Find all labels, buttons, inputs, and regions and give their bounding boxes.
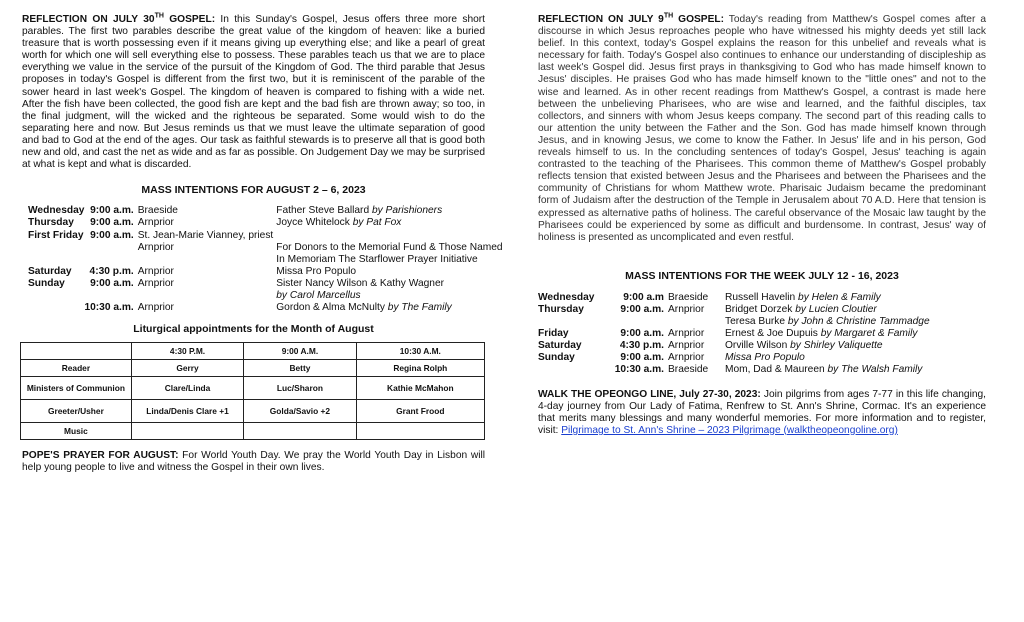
mass-day: Sunday [28, 277, 65, 289]
mass-time: 9:00 a.m [623, 291, 664, 303]
mass-row [28, 254, 503, 266]
mass-time: 4:30 p.m. [89, 265, 134, 277]
intention-by: by Carol Marcellus [276, 289, 361, 301]
mass-intention [722, 328, 930, 340]
mass-place: Arnprior [137, 241, 174, 253]
mass-intention [722, 304, 930, 316]
liturgical-role: Greeter/Usher [21, 400, 132, 423]
mass-day [538, 316, 606, 328]
mass-day: Wednesday [538, 291, 595, 303]
mass-row [538, 340, 930, 352]
mass-row [28, 302, 503, 314]
intention-name: Russell Havelin [725, 291, 799, 303]
mass-intention [722, 292, 930, 304]
intention-name: For Donors to the Memorial Fund & Those Named [276, 241, 503, 253]
mass-day: First Friday [28, 229, 84, 241]
mass-time [606, 316, 668, 328]
mass-intention [273, 302, 502, 314]
intention-by: Missa Pro Populo [725, 352, 805, 364]
liturgical-header-cell: 4:30 P.M. [131, 343, 243, 360]
intention-name: Ernest & Joe Dupuis [725, 328, 821, 340]
intention-by: by Shirley Valiquette [790, 340, 883, 352]
mass-row [28, 230, 503, 242]
mass-day: Wednesday [28, 205, 85, 217]
reflection-lead: REFLECTION ON JULY 30TH GOSPEL: [22, 12, 216, 25]
mass-day: Sunday [538, 352, 575, 364]
liturgical-cell: Regina Rolph [356, 360, 484, 377]
mass-day [28, 290, 84, 302]
pilgrimage-link[interactable]: Pilgrimage to St. Ann's Shrine – 2023 Pilgrimage (walktheopeongoline.org) [561, 424, 898, 436]
mass-intention [273, 254, 502, 266]
intention-name: Orville Wilson [725, 340, 791, 352]
liturgical-cell: Linda/Denis Clare +1 [131, 400, 243, 423]
mass-intention [722, 340, 930, 352]
intention-by: by Lucien Cloutier [795, 303, 877, 315]
liturgical-role: Reader [21, 360, 132, 377]
liturgical-cell: Golda/Savio +2 [244, 400, 356, 423]
liturgical-row [21, 400, 485, 423]
mass-place: Arnprior [668, 352, 705, 364]
mass-place: Arnprior [137, 265, 174, 277]
mass-intention [273, 278, 502, 290]
mass-time [84, 290, 137, 302]
mass-place: Arnprior [137, 217, 174, 229]
mass-time: 9:00 a.m. [90, 217, 134, 229]
liturgical-cell: Clare/Linda [131, 377, 243, 400]
left-column [22, 12, 503, 474]
intention-name: Father Steve Ballard [276, 205, 372, 217]
liturgical-cell [244, 423, 356, 440]
opeongo-notice [538, 389, 986, 437]
liturgical-cell: Luc/Sharon [244, 377, 356, 400]
liturgical-cell: Grant Frood [356, 400, 484, 423]
liturgical-header-cell [21, 343, 132, 360]
mass-row [28, 205, 503, 217]
mass-time: 9:00 a.m. [90, 277, 134, 289]
mass-row [538, 304, 930, 316]
mass-place: Braeside [668, 364, 709, 376]
mass-time: 9:00 a.m. [620, 328, 664, 340]
mass-place [138, 290, 274, 302]
mass-time [84, 254, 137, 266]
mass-intention [273, 290, 502, 302]
mass-place: Arnprior [137, 302, 174, 314]
mass-intentions-table [538, 292, 930, 377]
liturgical-cell: Gerry [131, 360, 243, 377]
mass-place: Braeside [668, 291, 709, 303]
popes-prayer-lead: POPE'S PRAYER FOR AUGUST: [22, 450, 179, 462]
intention-by: by Pat Fox [352, 217, 402, 229]
intention-by: by The Family [387, 302, 452, 314]
mass-day [538, 364, 606, 376]
intention-name: Bridget Dorzek [725, 303, 796, 315]
mass-intention [722, 364, 930, 376]
liturgical-role: Ministers of Communion [21, 377, 132, 400]
mass-intention [273, 230, 502, 242]
opeongo-body: Join pilgrims from ages 7-77 in this life changing, 4-day journey from Our Lady of Fatima, Renfrew to St. Ann's Shrine, Cormac. It's an experience that merits many blessings and many wonderful memories. For more information and to register, visit: [538, 388, 987, 436]
mass-row [538, 364, 930, 376]
mass-intention [273, 217, 502, 229]
reflection-july-9 [538, 14, 986, 244]
liturgical-row [21, 377, 485, 400]
mass-intentions-title: MASS INTENTIONS FOR AUGUST 2 – 6, 2023 [141, 184, 366, 197]
mass-place: Arnprior [668, 328, 705, 340]
reflection-july-30 [22, 14, 485, 171]
mass-day [28, 254, 84, 266]
mass-row [538, 328, 930, 340]
liturgical-cell: Betty [244, 360, 356, 377]
popes-prayer [22, 450, 485, 474]
mass-intention [722, 352, 930, 364]
mass-row [538, 316, 930, 328]
intention-name: Gordon & Alma McNulty [276, 302, 388, 314]
mass-day: Thursday [28, 217, 74, 229]
mass-row [28, 217, 503, 229]
mass-time: 9:00 a.m. [620, 352, 664, 364]
mass-row [538, 352, 930, 364]
mass-time: 9:00 a.m. [90, 205, 134, 217]
mass-intention [273, 205, 502, 217]
mass-day [28, 242, 84, 254]
mass-time: 4:30 p.m. [619, 340, 664, 352]
mass-row [538, 292, 930, 304]
liturgical-table [20, 342, 485, 440]
liturgical-row [21, 423, 485, 440]
mass-time: 9:00 a.m. [620, 303, 664, 315]
liturgical-role: Music [21, 423, 132, 440]
liturgical-title: Liturgical appointments for the Month of August [133, 323, 374, 336]
mass-day: Saturday [28, 265, 72, 277]
liturgical-row [21, 360, 485, 377]
mass-intention [722, 316, 930, 328]
mass-row [28, 278, 503, 290]
liturgical-header-cell: 9:00 A.M. [244, 343, 356, 360]
liturgical-header-row [21, 343, 485, 360]
mass-place: Arnprior [137, 277, 174, 289]
mass-place: Arnprior [668, 340, 705, 352]
liturgical-header-cell: 10:30 A.M. [356, 343, 484, 360]
intention-by: by The Walsh Family [827, 364, 923, 376]
mass-day: Saturday [538, 340, 582, 352]
liturgical-cell: Kathie McMahon [356, 377, 484, 400]
intention-name: Mom, Dad & Maureen [725, 364, 828, 376]
mass-day: Thursday [538, 303, 584, 315]
right-column [538, 14, 986, 437]
intention-by: by Margaret & Family [820, 328, 918, 340]
mass-place: Braeside [137, 205, 178, 217]
liturgical-cell [356, 423, 484, 440]
mass-intention [273, 242, 502, 254]
mass-row [28, 242, 503, 254]
intention-by: by Parishioners [371, 205, 443, 217]
reflection-lead: REFLECTION ON JULY 9TH GOSPEL: [538, 12, 724, 25]
mass-day [28, 302, 84, 314]
mass-row [28, 290, 503, 302]
intention-by: by John & Christine Tammadge [787, 316, 930, 328]
intention-by: by Helen & Family [798, 291, 881, 303]
mass-time: 10:30 a.m. [84, 302, 134, 314]
mass-place [668, 316, 722, 328]
mass-time: 9:00 a.m. [90, 229, 134, 241]
mass-place [138, 254, 274, 266]
reflection-body: Today's reading from Matthew's Gospel comes after a discourse in which Jesus reproaches people who have witnessed his mighty deeds yet still lack belief. In this context, today's Gospel explains the reason for this unbelief and reveals what is necessary for faith. Today's Gospel also continues to enhance our understanding of discipleship as last week's Gospel did. Jesus first prays in thanksgiving to God who has made himself known to Jesus' disciples. He praises God who has made himself known to the "little ones" and not to the wise and learned. As in other recent readings from Matthew's Gospel, a contrast is made here between the unbelieving Pharisees, who are wise and learned, and the faithful disciples, tax collectors, and sinners with whom Jesus keeps company. The second part of this reading calls to our attention the unity between the Father and the Son. God has made himself known through Jesus, and in knowing Jesus, we come to know the Father. In Jesus' life and in his person, God reveals himself to us. In the concluding sentences of today's Gospel, Jesus' teaching is again contrasted to the teaching of the Pharisees. This common theme of Matthew's Gospel probably reflects tension that existed between Jesus and the Pharisees and between the Pharisees and the community of Christians for whom Matthew wrote. Pharisaic Judaism became the predominant form of Judaism after the destruction of the Temple in Jerusalem about 70 A.D. Here that tension is expressed as alternative paths of holiness. The careful observance of the Mosaic law taught by the Pharisees could be experienced by some as difficult and burdensome. In contrast, Jesus' way of holiness is presented as uncomplicated and even restful. [538, 14, 986, 243]
mass-intentions-table [28, 205, 503, 314]
intention-name: Joyce Whitelock [276, 217, 353, 229]
mass-time [84, 242, 137, 254]
mass-intentions-title: MASS INTENTIONS FOR THE WEEK JULY 12 - 16, 2023 [625, 269, 899, 282]
reflection-body: In this Sunday's Gospel, Jesus offers three more short parables. The first two parables describe the great value of the kingdom of heaven: like a buried treasure that is worth possessing even if it means giving up everything else; and like a pearl of great worth for which one will sell everything else to possess. These parables teach us that we are to place everything we value in the service of the pursuit of the Kingdom of God. The third parable that Jesus proposes in today's Gospel is different from the first two, but it is reminiscent of the parable of the sower heard in last week's Gospel. The kingdom of heaven is compared to fishing with a wide net. After the fish have been collected, the good fish are kept and the bad fish are thrown away; so too, in the final judgment, will the wicked and the righteous be separated. Some would wish to do the separating here and now. But Jesus reminds us that we must leave the ultimate separation of good and bad to God at the end of the ages. Our task as faithful stewards is to preserve all that is good both new and old, and cast the net as wide and as far as possible. On Judgement Day we may be surprised at what is kept and what is discarded. [22, 14, 485, 171]
opeongo-lead: WALK THE OPEONGO LINE, July 27-30, 2023: [538, 388, 761, 400]
mass-day: Friday [538, 328, 569, 340]
mass-time: 10:30 a.m. [614, 364, 664, 376]
intention-name: Teresa Burke [725, 316, 788, 328]
intention-name: Sister Nancy Wilson & Kathy Wagner [276, 277, 445, 289]
mass-place: Arnprior [668, 303, 705, 315]
mass-place: St. Jean-Marie Vianney, priest [137, 229, 274, 241]
intention-name: Missa Pro Populo [276, 265, 357, 277]
liturgical-cell [131, 423, 243, 440]
mass-row [28, 266, 503, 278]
intention-name: In Memoriam The Starflower Prayer Initiative [276, 253, 478, 265]
mass-intention [273, 266, 502, 278]
popes-prayer-body: For World Youth Day. We pray the World Youth Day in Lisbon will help young people to live and witness the Gospel in their own lives. [22, 450, 485, 474]
